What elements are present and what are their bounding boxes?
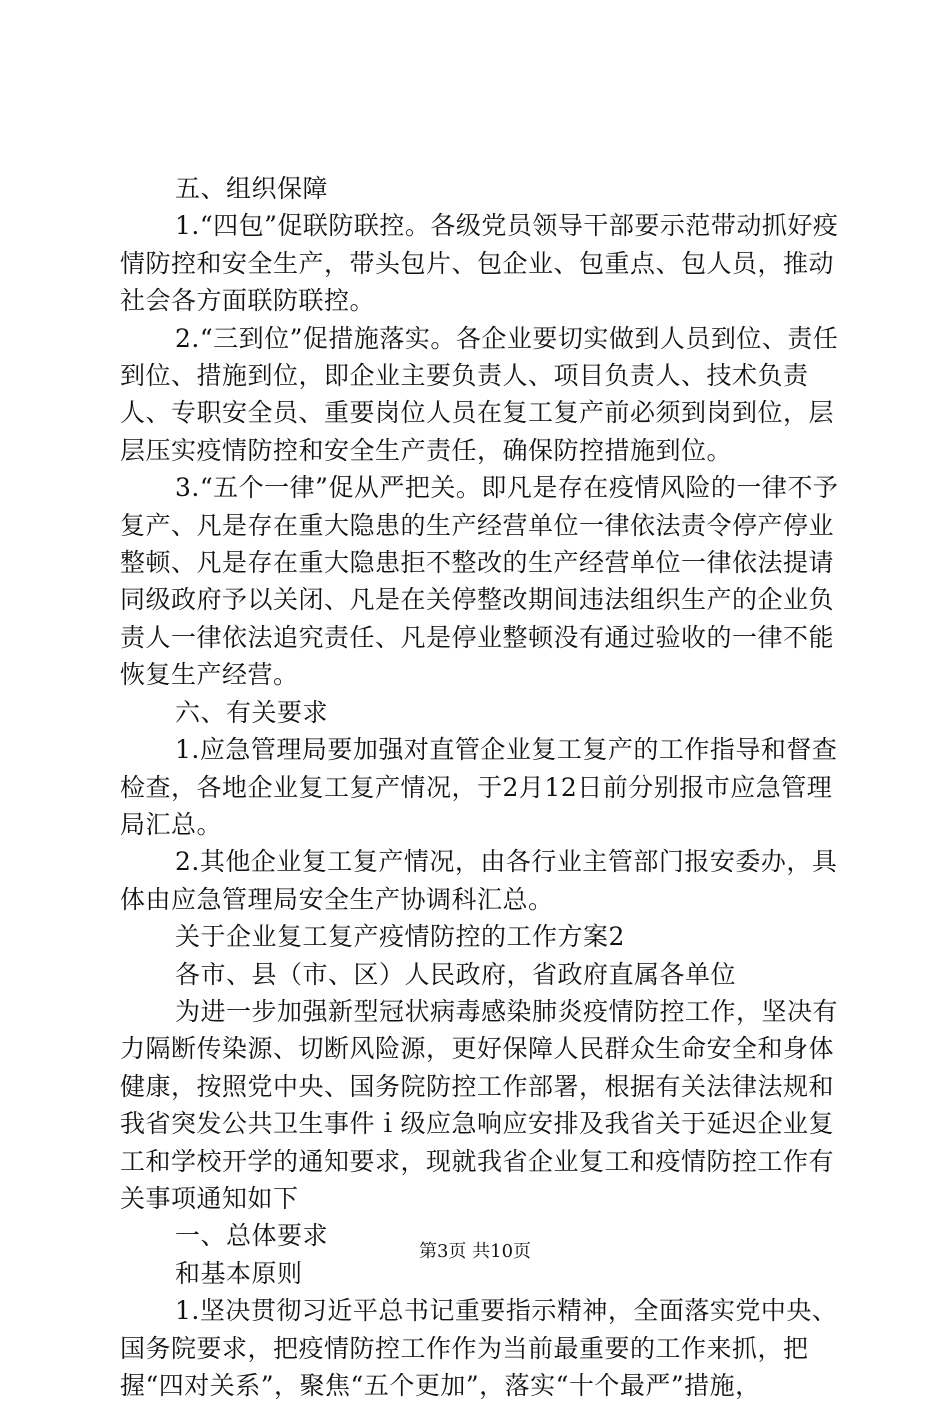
paragraph: 1.坚决贯彻习近平总书记重要指示精神，全面落实党中央、国务院要求，把疫情防控工作作为当前最重要的工作来抓，把握“四对关系”，聚焦“五个更加”，落实“十个最严”措施，	[120, 1296, 838, 1400]
section-heading-requirements: 六、有关要求	[175, 697, 329, 727]
paragraph: 1.应急管理局要加强对直管企业复工复产的工作指导和督查检查，各地企业复工复产情况，于2月12日前分别报市应急管理局汇总。	[120, 735, 838, 839]
section-heading-overall: 一、总体要求	[175, 1221, 329, 1251]
paragraph: 1.“四包”促联防联控。各级党员领导干部要示范带动抓好疫情防控和安全生产，带头包片、包企业、包重点、包人员，推动社会各方面联防联控。	[120, 211, 839, 316]
section-heading-organization: 五、组织保障	[175, 174, 329, 203]
page-footer	[0, 1240, 950, 1264]
document-subtitle: 关于企业复工复产疫情防控的工作方案2	[175, 922, 625, 952]
paragraph: 2.“三到位”促措施落实。各企业要切实做到人员到位、责任到位、措施到位，即企业主要负责人、项目负责人、技术负责人、专职安全员、重要岗位人员在复工复产前必须到岗到位，层层压实疫情防控和安全生产责任，确保防控措施到位。	[120, 323, 839, 465]
paragraph: 2.其他企业复工复产情况，由各行业主管部门报安委办，具体由应急管理局安全生产协调科汇总。	[120, 847, 838, 914]
document-body	[120, 170, 840, 1404]
addressee-line: 各市、县（市、区）人民政府，省政府直属各单位	[175, 959, 737, 989]
paragraph: 为进一步加强新型冠状病毒感染肺炎疫情防控工作，坚决有力隔断传染源、切断风险源，更好保障人民群众生命安全和身体健康，按照党中央、国务院防控工作部署，根据有关法律法规和我省突发公共卫生事件ｉ级应急响应安排及我省关于延迟企业复工和学校开学的通知要求，现就我省企业复工和疫情防控工作有关事项通知如下	[120, 996, 839, 1213]
page-number-label: 第3页 共10页	[418, 1241, 532, 1262]
section-heading-principles: 和基本原则	[175, 1258, 303, 1288]
paragraph: 3.“五个一律”促从严把关。即凡是存在疫情风险的一律不予复产、凡是存在重大隐患的生产经营单位一律依法责令停产停业整顿、凡是存在重大隐患拒不整改的生产经营单位一律依法提请同级政府予以关闭、凡是在关停整改期间违法组织生产的企业负责人一律依法追究责任、凡是停业整顿没有通过验收的一律不能恢复生产经营。	[120, 473, 839, 690]
